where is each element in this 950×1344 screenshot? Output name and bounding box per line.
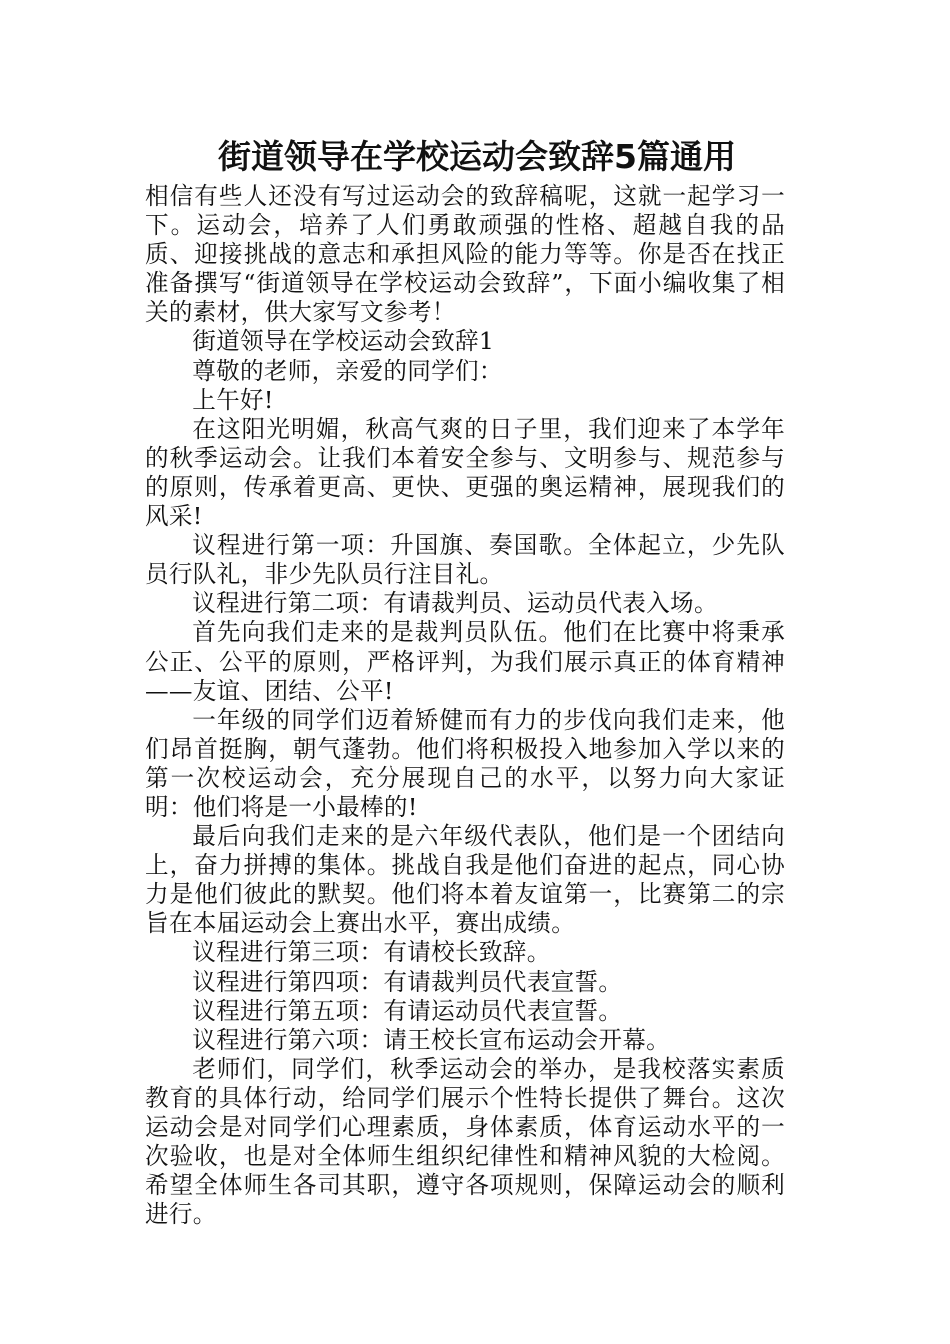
paragraph: 在这阳光明媚，秋高气爽的日子里，我们迎来了本学年的秋季运动会。让我们本着安全参与、文明参与、规范参与的原则，传承着更高、更快、更强的奥运精神，展现我们的风采! — [145, 414, 785, 531]
paragraph: 议程进行第一项：升国旗、奏国歌。全体起立，少先队员行队礼，非少先队员行注目礼。 — [145, 531, 785, 589]
paragraph: 议程进行第四项：有请裁判员代表宣誓。 — [192, 967, 623, 996]
paragraph: 首先向我们走来的是裁判员队伍。他们在比赛中将秉承公正、公平的原则，严格评判，为我们展示真正的体育精神——友谊、团结、公平! — [145, 618, 785, 705]
document-title: 街道领导在学校运动会致辞5篇通用 — [218, 137, 736, 176]
paragraph-section-heading: 街道领导在学校运动会致辞1 — [192, 327, 495, 356]
paragraph: 议程进行第三项：有请校长致辞。 — [192, 938, 551, 967]
paragraph: 一年级的同学们迈着矫健而有力的步伐向我们走来，他们昂首挺胸，朝气蓬勃。他们将积极投入地参加入学以来的第一次校运动会，充分展现自己的水平，以努力向大家证明：他们将是一小最棒的! — [145, 705, 785, 821]
document-body — [145, 182, 785, 1229]
paragraph-intro: 相信有些人还没有写过运动会的致辞稿呢，这就一起学习一下。运动会，培养了人们勇敢顽强的性格、超越自我的品质、迎接挑战的意志和承担风险的能力等等。你是否在找正准备撰写“街道领导在学校运动会致辞”，下面小编收集了相关的素材，供大家写文参考！ — [145, 182, 785, 327]
paragraph-salutation: 尊敬的老师，亲爱的同学们： — [192, 356, 503, 385]
paragraph: 老师们，同学们，秋季运动会的举办，是我校落实素质教育的具体行动，给同学们展示个性特长提供了舞台。这次运动会是对同学们心理素质，身体素质，体育运动水平的一次验收，也是对全体师生组织纪律性和精神风貌的大检阅。希望全体师生各司其职，遵守各项规则，保障运动会的顺利进行。 — [145, 1054, 785, 1229]
paragraph: 最后向我们走来的是六年级代表队，他们是一个团结向上，奋力拼搏的集体。挑战自我是他们奋进的起点，同心协力是他们彼此的默契。他们将本着友谊第一，比赛第二的宗旨在本届运动会上赛出水平，赛出成绩。 — [145, 822, 785, 938]
paragraph: 议程进行第五项：有请运动员代表宣誓。 — [192, 996, 623, 1025]
paragraph-greeting: 上午好! — [192, 385, 274, 414]
paragraph: 议程进行第二项：有请裁判员、运动员代表入场。 — [192, 589, 718, 618]
document-page — [145, 132, 785, 1229]
paragraph: 议程进行第六项：请王校长宣布运动会开幕。 — [192, 1025, 671, 1054]
